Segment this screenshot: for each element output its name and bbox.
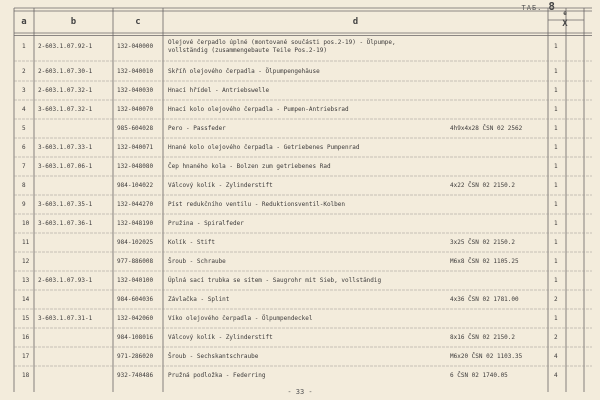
cell-part: 132-044270: [117, 201, 154, 208]
cell-qty: 1: [554, 315, 558, 322]
cell-qty: 1: [554, 43, 558, 50]
cell-part: 932-740486: [117, 372, 154, 379]
cell-desc: Olejové čerpadlo úplné (montované součásti pos.2-19) - Ölpumpe,: [168, 39, 396, 46]
page-number: - 33 -: [287, 388, 313, 396]
cell-norm: 8x16 ČSN 02 2150.2: [450, 334, 516, 341]
cell-norm: 4x36 ČSN 02 1781.00: [450, 296, 519, 303]
cell-drawing: 2-603.1.07.92-1: [38, 43, 93, 50]
page-corner-label: [522, 0, 556, 13]
cell-part: 132-040070: [117, 106, 154, 113]
cell-part: 132-040071: [117, 144, 154, 151]
cell-desc: Šroub - Schraube: [168, 258, 226, 265]
cell-desc: Válcový kolík - Zylinderstift: [168, 334, 273, 341]
header-c: c: [135, 17, 141, 27]
cell-pos: 9: [22, 201, 26, 208]
cell-part: 132-048190: [117, 220, 154, 227]
cell-drawing: 2-603.1.07.93-1: [38, 277, 93, 284]
cell-pos: 17: [22, 353, 30, 360]
cell-qty: 1: [554, 220, 558, 227]
cell-norm: 6 ČSN 02 1740.05: [450, 372, 508, 379]
cell-pos: 3: [22, 87, 26, 94]
cell-qty: 4: [554, 353, 558, 360]
cell-qty: 1: [554, 144, 558, 151]
cell-desc: Hnané kolo olejového čerpadla - Getriebenes Pumpenrad: [168, 144, 360, 151]
cell-desc: Šroub - Sechskantschraube: [168, 353, 259, 360]
header-b: b: [70, 17, 77, 27]
cell-part: 132-040100: [117, 277, 154, 284]
cell-pos: 4: [22, 106, 26, 113]
cell-desc: Pružina - Spiralfeder: [168, 220, 244, 227]
cell-pos: 6: [22, 144, 26, 151]
cell-drawing: 3-603.1.07.35-1: [38, 201, 93, 208]
cell-part: 984-108016: [117, 334, 154, 341]
cell-qty: 1: [554, 201, 558, 208]
cell-norm: 3x25 ČSN 02 2150.2: [450, 239, 516, 246]
cell-desc: Víko olejového čerpadla - Ölpumpendeckel: [168, 315, 313, 322]
cell-drawing: 3-603.1.07.33-1: [38, 144, 93, 151]
cell-pos: 12: [22, 258, 30, 265]
cell-desc: Hnací kolo olejového čerpadla - Pumpen-Antriebsrad: [168, 106, 349, 113]
cell-qty: 1: [554, 239, 558, 246]
cell-drawing: 3-603.1.07.06-1: [38, 163, 93, 170]
cell-part: 132-040010: [117, 68, 154, 75]
cell-part: 132-040000: [117, 43, 154, 50]
cell-part: 132-040030: [117, 87, 154, 94]
cell-desc: Píst redukčního ventilu - Reduktionsventil-Kolben: [168, 201, 346, 208]
cell-desc: Hnací hřídel - Antriebswelle: [168, 87, 270, 94]
cell-qty: 1: [554, 163, 558, 170]
cell-drawing: 2-603.1.07.32-1: [38, 87, 93, 94]
cell-qty: 1: [554, 258, 558, 265]
cell-pos: 18: [22, 372, 30, 379]
cell-pos: 5: [22, 125, 26, 132]
cell-qty: 1: [554, 277, 558, 284]
cell-desc: Válcový kolík - Zylinderstift: [168, 182, 273, 189]
cell-part: 977-886008: [117, 258, 154, 265]
cell-part: 985-604028: [117, 125, 154, 132]
header-a: a: [21, 17, 27, 27]
cell-drawing: 2-603.1.07.30-1: [38, 68, 93, 75]
cell-part: 984-104022: [117, 182, 154, 189]
cell-desc: Úplná sací trubka se sítem - Saugrohr mit Sieb, vollständig: [168, 277, 382, 284]
page-mark: 8: [548, 0, 556, 13]
cell-norm: 4h9x4x28 ČSN 02 2562: [450, 125, 523, 132]
cell-qty: 1: [554, 125, 558, 132]
cell-qty: 1: [554, 87, 558, 94]
cell-norm: M6x20 ČSN 02 1103.35: [450, 353, 523, 360]
cell-drawing: 3-603.1.07.36-1: [38, 220, 93, 227]
cell-qty: 1: [554, 182, 558, 189]
cell-desc: Pružná podložka - Federring: [168, 372, 266, 379]
cell-desc-line2: vollständig (zusammengebaute Teile Pos.2-19): [168, 47, 327, 54]
header-d: d: [352, 17, 359, 27]
cell-pos: 8: [22, 182, 26, 189]
cell-part: 132-042060: [117, 315, 154, 322]
cell-part: 984-102025: [117, 239, 154, 246]
cell-pos: 1: [22, 43, 26, 50]
header-x: X: [562, 19, 568, 29]
cell-norm: 4x22 ČSN 02 2150.2: [450, 182, 516, 189]
cell-desc: Závlačka - Splint: [168, 296, 230, 303]
cell-qty: 1: [554, 106, 558, 113]
cell-part: 132-048080: [117, 163, 154, 170]
cell-norm: M6x8 ČSN 02 1105.25: [450, 258, 519, 265]
cell-qty: 4: [554, 372, 558, 379]
cell-pos: 16: [22, 334, 30, 341]
cell-desc: Pero - Passfeder: [168, 125, 226, 132]
cell-part: 984-604036: [117, 296, 154, 303]
cell-pos: 13: [22, 277, 30, 284]
cell-qty: 1: [554, 68, 558, 75]
cell-desc: Skříň olejového čerpadla - Ölpumpengehäuse: [168, 68, 320, 75]
cell-desc: Čep hnaného kola - Bolzen zum getriebenes Rad: [168, 163, 331, 170]
cell-qty: 2: [554, 296, 558, 303]
cell-drawing: 3-603.1.07.31-1: [38, 315, 93, 322]
cell-pos: 2: [22, 68, 26, 75]
cell-pos: 10: [22, 220, 30, 227]
cell-pos: 11: [22, 239, 30, 246]
cell-pos: 15: [22, 315, 30, 322]
cell-qty: 2: [554, 334, 558, 341]
cell-part: 971-286020: [117, 353, 154, 360]
cell-drawing: 3-603.1.07.32-1: [38, 106, 93, 113]
cell-desc: Kolík - Stift: [168, 239, 215, 246]
header-e: e: [563, 10, 567, 17]
cell-pos: 14: [22, 296, 30, 303]
cell-pos: 7: [22, 163, 26, 170]
page-label: ТАБ.: [521, 4, 543, 12]
